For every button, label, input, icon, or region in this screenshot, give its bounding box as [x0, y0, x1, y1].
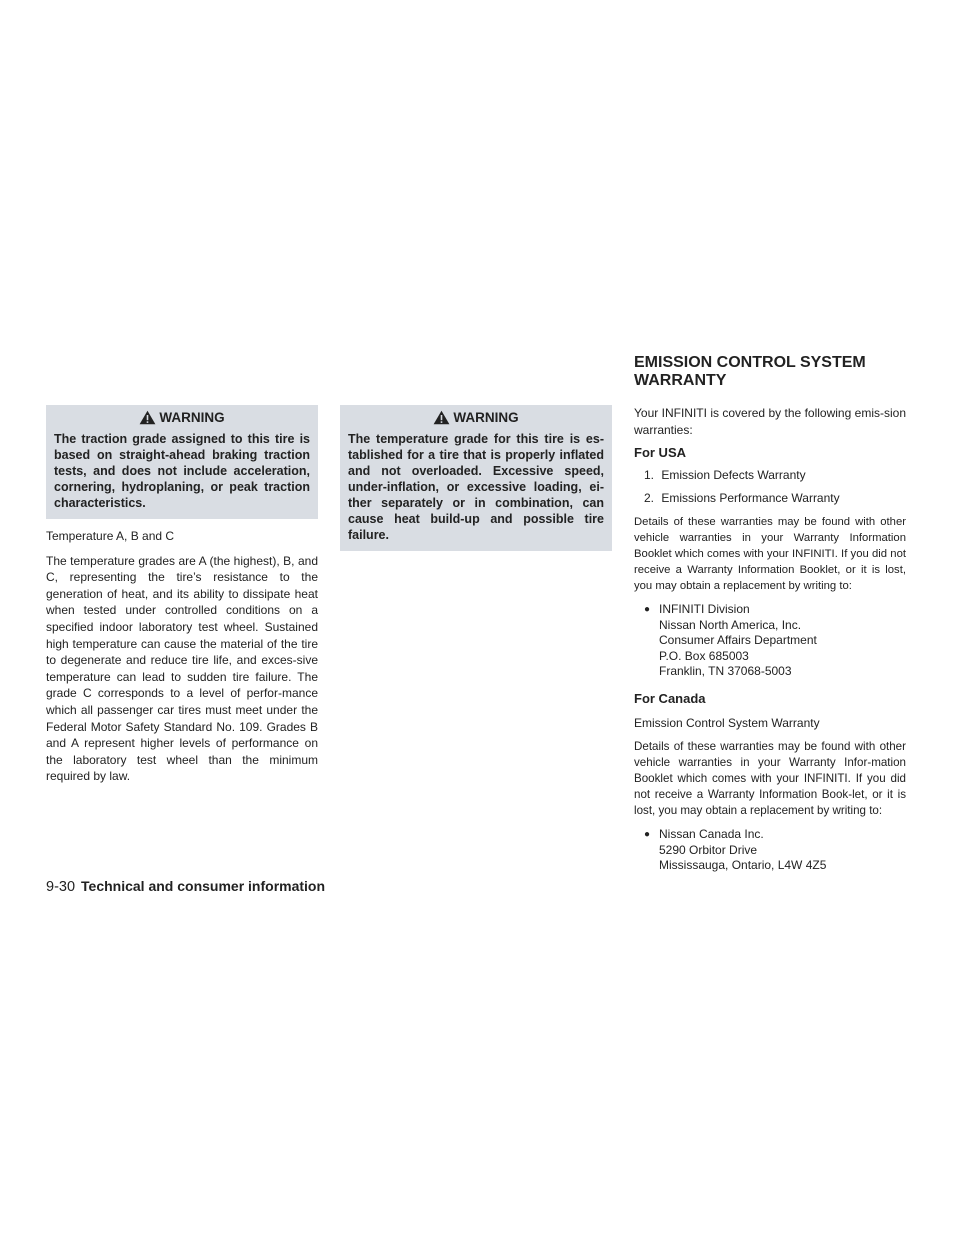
chapter-title: Technical and consumer information [81, 878, 326, 894]
column-middle [340, 405, 612, 551]
canada-address: Nissan Canada Inc. 5290 Orbitor Drive Mississauga, Ontario, L4W 4Z5 [659, 827, 827, 873]
page-number: 9-30 [46, 879, 76, 895]
warning-box-traction [46, 405, 318, 519]
page-footer [46, 878, 325, 895]
canada-warranty: Emission Control System Warranty [634, 715, 820, 730]
section-title: EMISSION CONTROL SYSTEM WARRANTY [634, 354, 866, 389]
canada-heading: For Canada [634, 690, 706, 706]
warning-header [46, 405, 318, 429]
canada-address-item [634, 827, 906, 874]
canada-details: Details of these warranties may be found with other vehicle warranties in your Warranty Infor-mation Booklet which comes with your INFINITI. If you did not receive a Warranty Information Book-let, or it is lost, you may obtain a replacement by writing to: [634, 740, 906, 818]
usa-details: Details of these warranties may be found with other vehicle warranties in your Warranty Information Booklet which comes with your INFINITI. If you did not receive a Warranty Information Booklet, or it is lost, you may obtain a replacement by writing to: [634, 516, 906, 593]
column-right [634, 405, 906, 874]
warning-triangle-icon [139, 410, 156, 425]
warning-label: WARNING [453, 409, 519, 425]
warning-label: WARNING [159, 409, 225, 425]
intro-paragraph: Your INFINITI is covered by the following emis-sion warranties: [634, 406, 906, 437]
warning-box-temperature [340, 405, 612, 551]
usa-address: INFINITI Division Nissan North America, Inc. Consumer Affairs Department P.O. Box 685003 Franklin, TN 37068-5003 [659, 602, 817, 679]
list-item: 1. Emission Defects Warranty [644, 468, 806, 483]
temperature-paragraph: The temperature grades are A (the highest), B, and C, representing the tire’s resistance to the generation of heat, and its ability to dissipate heat when tested under controlled conditions on a specified indoor laboratory test wheel. Sustained high temperature can cause the material of the tire to degenerate and reduce tire life, and exces-sive temperature can lead to sudden tire failure. The grade C corresponds to a level of perfor-mance which all passenger car tires must meet under the Federal Motor Safety Standard No. 109. Grades B and A represent higher levels of performance on the laboratory test wheel than the minimum required by law. [46, 553, 318, 784]
bullet-dot-icon: ● [644, 829, 651, 841]
warning-text: The traction grade assigned to this tire is based on straight-ahead braking traction tests, and does not include acceleration, cornering, hydroplaning, or peak traction characteristics. [54, 432, 310, 510]
bullet-dot-icon: ● [644, 604, 651, 616]
column-left [46, 405, 318, 785]
warning-header [340, 405, 612, 429]
list-item: 2. Emissions Performance Warranty [644, 490, 840, 505]
usa-address-item [634, 602, 906, 680]
usa-heading: For USA [634, 445, 686, 461]
warning-text: The temperature grade for this tire is es-tablished for a tire that is properly inflated and not overloaded. Excessive speed, under-inflation, or excessive loading, ei-ther separately or in combination, can cause heat build-up and possible tire failure. [348, 432, 604, 542]
warning-triangle-icon [433, 410, 450, 425]
temperature-subheading: Temperature A, B and C [46, 529, 175, 543]
